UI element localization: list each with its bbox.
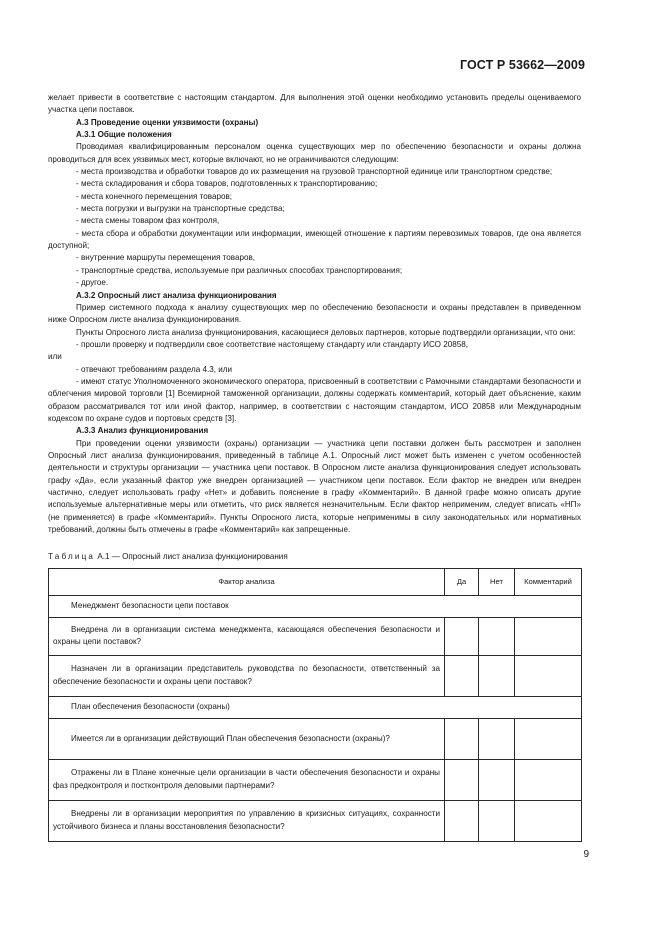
header-factor: Фактор анализа (49, 568, 445, 595)
question-text: Отражены ли в Плане конечные цели организации в части обеспечения безопасности и охраны фаз предконтроля и постконтроля деловыми партнерами? (53, 768, 440, 790)
yes-cell[interactable] (445, 800, 479, 841)
no-cell[interactable] (479, 617, 515, 655)
table-caption-text: А.1 — Опросный лист анализа функционирования (97, 552, 288, 562)
section-row-label: Менеджмент безопасности цепи поставок (49, 595, 582, 617)
table-caption (48, 551, 581, 563)
section-a32-heading: А.3.2 Опросный лист анализа функционирования (76, 290, 277, 300)
intro-paragraph: желает привести в соответствие с настоящим стандартом. Для выполнения этой оценки необходимо установить пределы оцениваемого участка цепи поставок. (48, 93, 581, 115)
question-cell (49, 718, 445, 759)
list-item: - места сбора и обработки документации или информации, имеющей отношение к партиям перевозимых товаров, где она является доступной; (48, 228, 581, 251)
a31-paragraph: Проводимая квалифицированным персоналом оценка существующих мер по обеспечению безопасности и охраны должна проводиться для всех уязвимых мест, которые включают, но не ограничиваются следующим: (48, 142, 581, 164)
table-row (49, 696, 582, 718)
comment-cell[interactable] (515, 655, 582, 696)
yes-cell[interactable] (445, 759, 479, 800)
question-text: Внедрены ли в организации мероприятия по управлению в кризисных ситуациях, сохранности устойчивого бизнеса и планы восстановления безопасности? (53, 809, 440, 831)
comment-cell[interactable] (515, 800, 582, 841)
comment-cell[interactable] (515, 617, 582, 655)
a32-paragraph-1: Пример системного подхода к анализу существующих мер по обеспечению безопасности и охраны представлен в приведенном ниже Опросном листе анализа функционирования. (48, 302, 581, 325)
no-cell[interactable] (479, 759, 515, 800)
list-item: - имеют статус Уполномоченного экономического оператора, присвоенный в соответствии с Рамочными стандартами безопасности и облегчения мировой торговли [1] Всемирной таможенной организации, должны содержать комментарий, который дает объяснение, каким образом рассматривался тот или иной фактор, например, в соответствии с настоящим стандартом, ИСО 20858 или Международным кодексом по охране судов и портовых средств [3]. (48, 376, 581, 423)
a33-paragraph: При проведении оценки уязвимости (охраны) организации — участника цепи поставки должен быть рассмотрен и заполнен Опросный лист анализа функционирования, приведенный в таблице А.1. Опросный лист может быть изменен с учетом особенностей деятельности и структуры организации — участника цепи поставок. В Опросном листе анализа функционирования следует использовать графу «Да», если указанный фактор уже внедрен организацией — участником цепи поставок. Если фактор не внедрен или внедрен частично, следует использовать графу «Нет» и добавить пояснение в графу «Комментарий». В данной графе можно описать другие используемые альтернативные меры или отметить, что риск является незначительным. Если фактор неприменим, следует вписать «НП» (не применяется) в графе «Комментарий». Пункты Опросного листа, которые неприменимы в силу законодательных или нормативных требований, должны быть отмечены в графе «Комментарий» как запрещенные. (48, 438, 581, 535)
table-row (49, 718, 582, 759)
question-text: Внедрена ли в организации система менеджмента, касающаяся обеспечения безопасности и охраны цепи поставок? (53, 624, 440, 647)
no-cell[interactable] (479, 655, 515, 696)
a32-paragraph-2: Пункты Опросного листа анализа функционирования, касающиеся деловых партнеров, которые подтвердили организации, что они: (76, 327, 576, 337)
table-row (49, 800, 582, 841)
comment-cell[interactable] (515, 718, 582, 759)
table-caption-word: Таблица (48, 552, 96, 562)
list-item: - транспортные средства, используемые при различных способах транспортирования; (76, 265, 403, 275)
header-yes: Да (445, 568, 479, 595)
header-no: Нет (479, 568, 515, 595)
no-cell[interactable] (479, 718, 515, 759)
factor-analysis-table (48, 568, 582, 842)
yes-cell[interactable] (445, 655, 479, 696)
list-item: - другое. (76, 278, 109, 288)
yes-cell[interactable] (445, 617, 479, 655)
table-row (49, 655, 582, 696)
question-text: Назначен ли в организации представитель руководства по безопасности, ответственный за обеспечение безопасности и охраны цепи поставок? (53, 664, 440, 686)
comment-cell[interactable] (515, 759, 582, 800)
question-cell (49, 617, 445, 655)
page-number: 9 (583, 849, 589, 860)
header-comment: Комментарий (515, 568, 582, 595)
or-text: или (48, 352, 62, 362)
list-item: - внутренние маршруты перемещения товаров, (76, 253, 255, 263)
table-header-row (49, 568, 582, 595)
no-cell[interactable] (479, 800, 515, 841)
question-text: Имеется ли в организации действующий План обеспечения безопасности (охраны)? (71, 733, 390, 743)
list-item: - места конечного перемещения товаров; (76, 191, 232, 201)
section-a3-heading: А.3 Проведение оценки уязвимости (охраны) (76, 117, 259, 127)
section-row-label: План обеспечения безопасности (охраны) (49, 696, 582, 718)
yes-cell[interactable] (445, 718, 479, 759)
table-row (49, 595, 582, 617)
list-item: - прошли проверку и подтвердили свое соответствие настоящему стандарту или стандарту ИСО 20858, (76, 339, 468, 349)
table-row (49, 759, 582, 800)
section-a33-heading: А.3.3 Анализ функционирования (76, 426, 209, 436)
list-item: - отвечают требованиям раздела 4.3, или (76, 364, 233, 374)
list-item: - места складирования и сбора товаров, подготовленных к транспортированию; (76, 179, 378, 189)
list-item: - места смены товаром фаз контроля, (76, 216, 220, 226)
section-a31-heading: А.3.1 Общие положения (76, 130, 172, 140)
list-item: - места погрузки и выгрузки на транспортные средства; (76, 204, 285, 214)
page-content (48, 92, 581, 842)
question-cell (49, 759, 445, 800)
question-cell (49, 655, 445, 696)
question-cell (49, 800, 445, 841)
document-header: ГОСТ Р 53662—2009 (459, 58, 585, 72)
list-item: - места производства и обработки товаров до их размещения на грузовой транспортной единице или транспортном средстве; (76, 167, 553, 177)
table-row (49, 617, 582, 655)
